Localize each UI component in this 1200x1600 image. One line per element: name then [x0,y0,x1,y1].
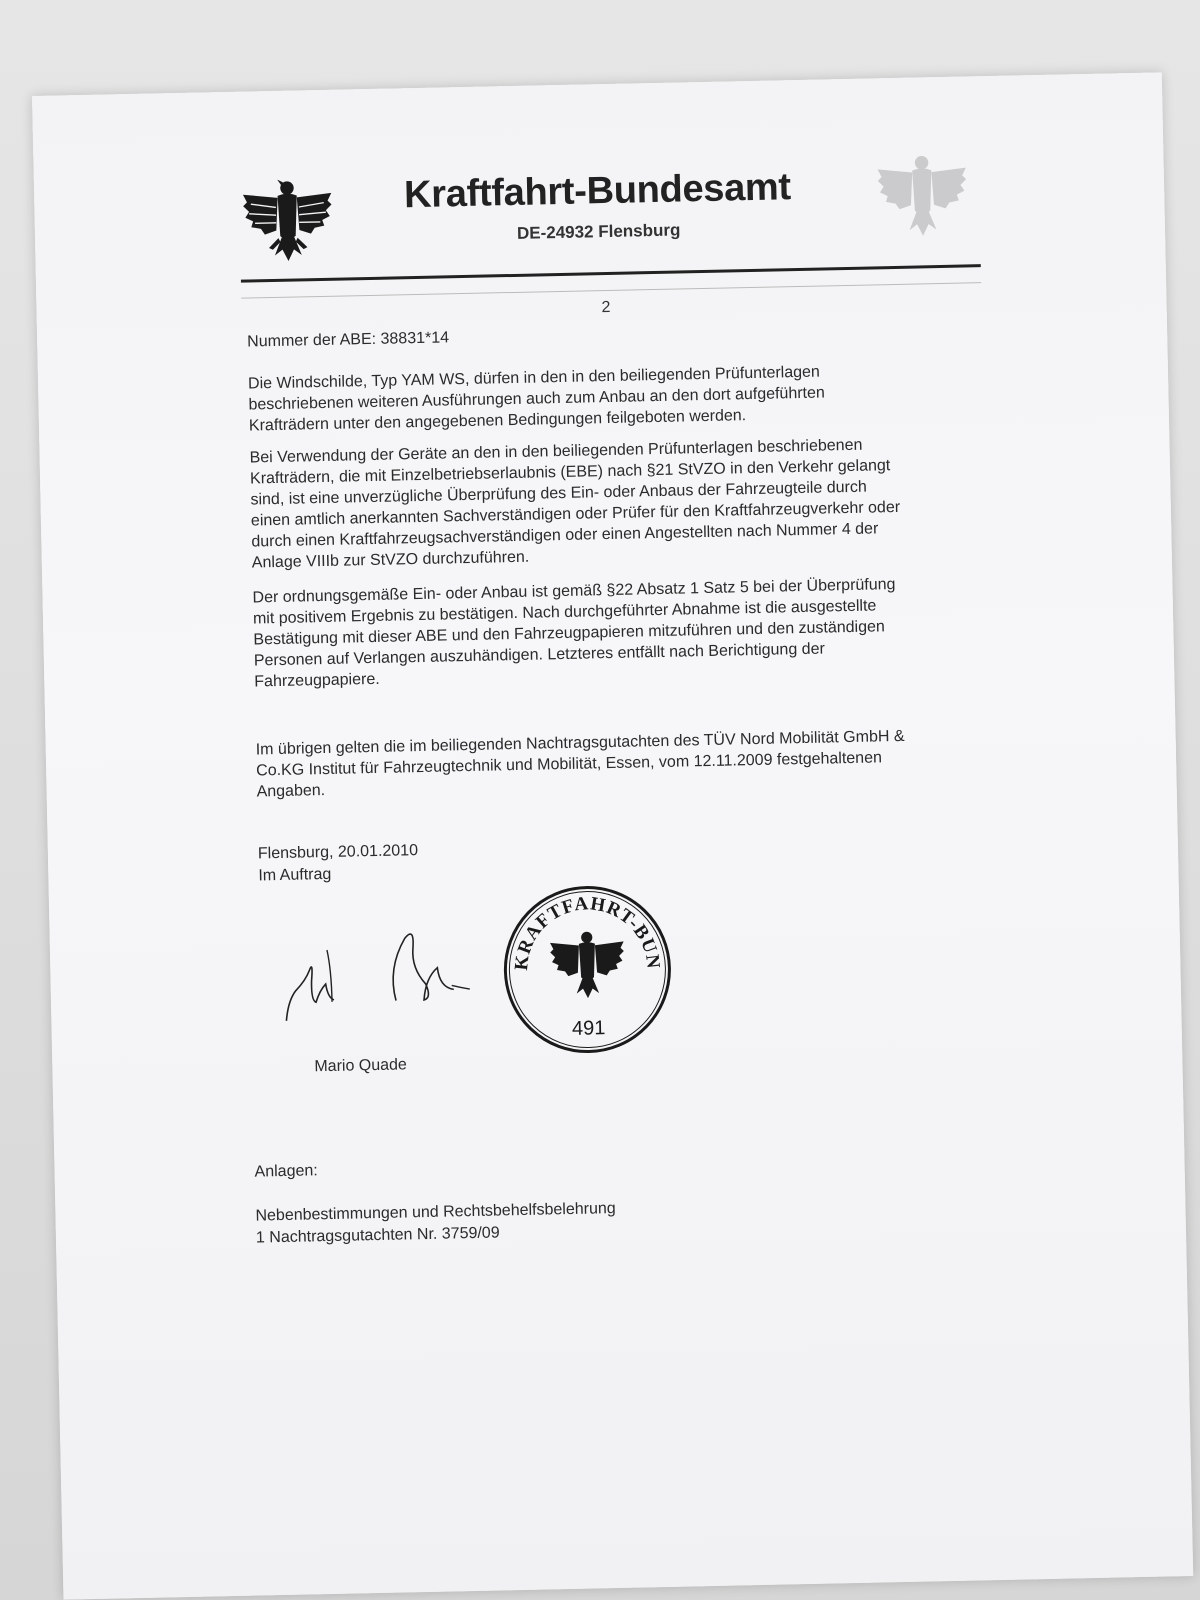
handwritten-signature [274,907,476,1031]
show-through-eagle-icon [873,144,971,246]
seal-ring-text: KRAFTFAHRT-BUNDESAMT [511,893,664,972]
attachments-label: Anlagen: [254,1162,318,1181]
seal-number: 491 [571,1017,606,1040]
paragraph-4: Im übrigen gelten die im beiliegenden Nachtragsgutachten des TÜV Nord Mobilität GmbH & Co.KG Institut für Fahrzeugtechnik und Mobilität, Essen, vom 12.11.2009 festgehaltenen Angaben. [255,727,905,801]
header-rule-thin [241,282,981,298]
official-seal [501,883,675,1057]
signatory-name: Mario Quade [314,1056,408,1076]
abe-number: Nummer der ABE: 38831*14 [247,329,450,351]
paragraph-1: Die Windschilde, Typ YAM WS, dürfen in den in den beiliegenden Prüfunterlagen beschriebenen weiteren Ausführungen auch zum Anbau an den dort aufgeführten Krafträdern unter den angegebenen Bedingungen feilgeboten werden. [247,363,825,435]
page-number: 2 [601,298,611,317]
on-behalf: Im Auftrag [258,865,332,885]
paragraph-2: Bei Verwendung der Geräte an den in den beiliegenden Prüfunterlagen beschriebenen Krafträdern, die mit Einzelbetriebserlaubnis (EBE) nach §21 StVZO in den Verkehr gelangt sind, ist eine unverzügliche Überprüfung des Ein- oder Anbaus der Fahrzeugteile durch einen amtlich anerkannten Sachverständigen oder Prüfer für den Kraftfahrzeugverkehr oder durch einen Kraftfahrzeugsachverständigen oder einen Angestellten nach Nummer 4 der Anlage VIIIb zur StVZO durchzuführen. [249,436,901,572]
paragraph-3: Der ordnungsgemäße Ein- oder Anbau ist gemäß §22 Absatz 1 Satz 5 bei der Überprüfung mit positivem Ergebnis zu bestätigen. Nach durchgeführter Abnahme ist die ausgestellte Bestätigung mit dieser ABE und den Fahrzeugpapieren mitzuführen und den zuständigen Personen auf Verlangen auszuhändigen. Letzteres entfällt nach Berichtigung der Fahrzeugpapiere. [252,576,896,691]
document-page [32,72,1193,1599]
header-rule [241,264,981,282]
attachment-item: 1 Nachtragsgutachten Nr. 3759/09 [255,1224,500,1247]
federal-eagle-icon [239,170,337,272]
agency-name: Kraftfahrt-Bundesamt [403,166,792,217]
attachment-item: Nebenbestimmungen und Rechtsbehelfsbelehrung [255,1200,616,1225]
place-date: Flensburg, 20.01.2010 [257,842,419,863]
agency-city: DE-24932 Flensburg [516,220,681,243]
